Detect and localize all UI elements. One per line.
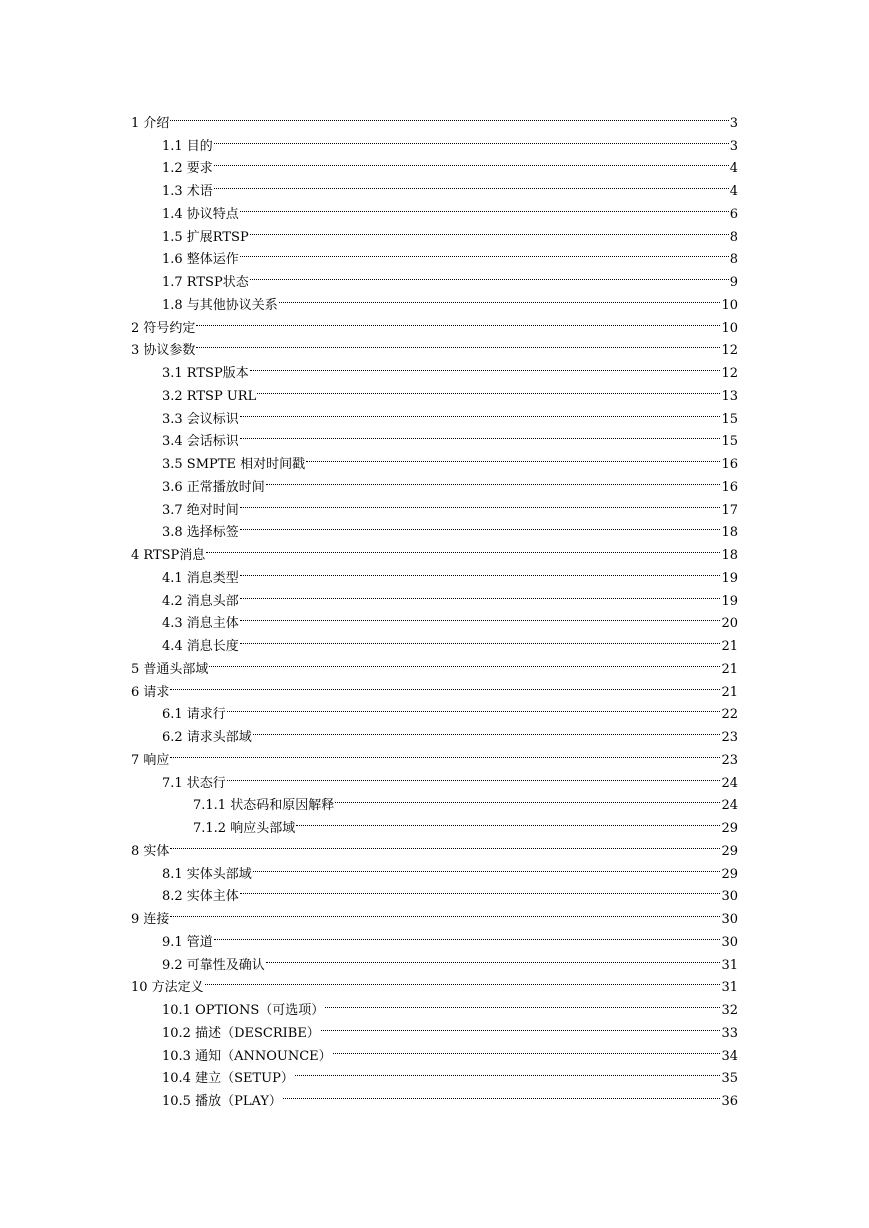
toc-page-number: 16 xyxy=(721,457,738,472)
toc-page-number: 32 xyxy=(721,1003,738,1018)
toc-entry[interactable] xyxy=(131,832,738,859)
toc-leader-dots xyxy=(321,1014,721,1037)
toc-page-number: 19 xyxy=(721,570,738,586)
toc-entry-label: 1.4 协议特点 xyxy=(162,206,239,222)
toc-leader-dots xyxy=(240,582,721,605)
toc-leader-dots xyxy=(196,309,720,332)
toc-entry-label: 8.2 实体主体 xyxy=(162,889,239,905)
toc-leader-dots xyxy=(170,832,720,855)
toc-leader-dots xyxy=(283,1082,721,1105)
toc-page-number: 4 xyxy=(729,184,738,199)
toc-entry-label: 3 协议参数 xyxy=(131,343,196,359)
toc-leader-dots xyxy=(170,673,720,696)
toc-leader-dots xyxy=(214,923,721,946)
toc-entry[interactable] xyxy=(131,991,738,1018)
toc-entry-label: 3.6 正常播放时间 xyxy=(162,479,265,495)
toc-page-number: 20 xyxy=(721,616,738,632)
toc-page-number: 19 xyxy=(721,593,738,609)
toc-leader-dots xyxy=(240,241,729,264)
toc-page-number: 16 xyxy=(721,479,738,495)
toc-entry-label: 10.1 OPTIONS（可选项） xyxy=(162,1003,325,1018)
toc-page-number: 3 xyxy=(729,138,738,154)
toc-leader-dots xyxy=(205,969,721,992)
toc-entry-label: 1.3 术语 xyxy=(162,184,213,199)
toc-page-number: 31 xyxy=(721,957,738,973)
toc-entry[interactable] xyxy=(131,195,738,222)
toc-page-number: 22 xyxy=(721,707,738,723)
toc-leader-dots xyxy=(279,286,721,309)
toc-page-number: 35 xyxy=(721,1071,738,1087)
toc-entry-label: 3.2 RTSP URL xyxy=(162,388,257,404)
toc-page-number: 30 xyxy=(721,934,738,950)
toc-page-number: 10 xyxy=(721,297,738,313)
toc-leader-dots xyxy=(266,946,721,969)
toc-page-number: 3 xyxy=(729,115,738,131)
toc-entry-label: 10.4 建立（SETUP） xyxy=(162,1071,294,1087)
toc-entry-label: 3.4 会话标识 xyxy=(162,434,239,450)
toc-page-number: 36 xyxy=(721,1094,738,1109)
toc-leader-dots xyxy=(250,218,729,241)
toc-entry-label: 9 连接 xyxy=(131,912,170,927)
toc-entry-label: 3.5 SMPTE 相对时间戳 xyxy=(162,457,306,472)
toc-leader-dots xyxy=(240,559,721,582)
toc-entry-label: 7 响应 xyxy=(131,752,170,768)
toc-leader-dots xyxy=(295,1060,721,1083)
toc-entry-label: 4 RTSP消息 xyxy=(131,548,206,563)
toc-leader-dots xyxy=(296,809,720,832)
toc-entry-label: 1.1 目的 xyxy=(162,138,213,154)
toc-entry-label: 1.6 整体运作 xyxy=(162,252,239,268)
toc-page-number: 12 xyxy=(721,343,738,359)
toc-entry-label: 6 请求 xyxy=(131,684,170,700)
toc-leader-dots xyxy=(240,627,721,650)
toc-entry[interactable] xyxy=(131,127,738,154)
toc-entry-label: 4.3 消息主体 xyxy=(162,616,239,632)
toc-entry[interactable] xyxy=(131,536,738,563)
toc-page-number: 4 xyxy=(729,161,738,177)
toc-entry[interactable] xyxy=(131,900,738,927)
toc-leader-dots xyxy=(240,878,721,901)
toc-entry-label: 6.1 请求行 xyxy=(162,707,226,723)
toc-entry-label: 7.1.1 状态码和原因解释 xyxy=(193,798,335,814)
toc-page-number: 9 xyxy=(729,275,738,290)
toc-entry[interactable] xyxy=(131,923,738,950)
toc-leader-dots xyxy=(266,468,721,491)
toc-entry-label: 4.2 消息头部 xyxy=(162,593,239,609)
toc-entry-label: 8.1 实体头部域 xyxy=(162,866,252,882)
toc-leader-dots xyxy=(240,423,721,446)
toc-entry-label: 10.5 播放（PLAY） xyxy=(162,1094,282,1109)
toc-entry-label: 3.8 选择标签 xyxy=(162,525,239,541)
toc-entry-label: 4.4 消息长度 xyxy=(162,639,239,654)
toc-entry-label: 1.8 与其他协议关系 xyxy=(162,297,278,313)
toc-entry-label: 6.2 请求头部域 xyxy=(162,730,252,745)
toc-leader-dots xyxy=(206,536,720,559)
toc-entry[interactable] xyxy=(131,946,738,973)
table-of-contents xyxy=(131,104,738,1109)
toc-page-number: 15 xyxy=(721,434,738,450)
toc-page-number: 23 xyxy=(721,730,738,745)
toc-entry[interactable] xyxy=(131,332,738,359)
toc-entry-label: 7.1.2 响应头部域 xyxy=(193,821,296,836)
toc-leader-dots xyxy=(240,514,721,537)
toc-entry-label: 1.2 要求 xyxy=(162,161,213,177)
toc-page-number: 15 xyxy=(721,411,738,427)
toc-entry-label: 3.7 绝对时间 xyxy=(162,502,239,518)
toc-entry[interactable] xyxy=(131,969,738,996)
toc-entry-label: 5 普通头部域 xyxy=(131,661,209,677)
toc-entry[interactable] xyxy=(131,150,738,177)
toc-entry-label: 8 实体 xyxy=(131,843,170,859)
toc-entry[interactable] xyxy=(131,696,738,723)
toc-entry-label: 4.1 消息类型 xyxy=(162,570,239,586)
toc-page-number: 30 xyxy=(721,912,738,927)
toc-entry[interactable] xyxy=(131,559,738,586)
toc-page-number: 33 xyxy=(721,1025,738,1041)
toc-leader-dots xyxy=(257,377,720,400)
toc-leader-dots xyxy=(335,787,720,810)
toc-page-number: 29 xyxy=(721,866,738,882)
toc-page-number: 29 xyxy=(721,843,738,859)
toc-leader-dots xyxy=(209,650,720,673)
toc-entry[interactable] xyxy=(131,172,738,199)
toc-page-number: 21 xyxy=(721,661,738,677)
toc-entry[interactable] xyxy=(131,741,738,768)
toc-entry[interactable] xyxy=(131,104,738,131)
toc-leader-dots xyxy=(325,991,720,1014)
toc-entry-label: 10 方法定义 xyxy=(131,980,204,996)
toc-leader-dots xyxy=(240,491,721,514)
toc-entry-label: 9.2 可靠性及确认 xyxy=(162,957,265,973)
toc-entry[interactable] xyxy=(131,855,738,882)
toc-leader-dots xyxy=(196,332,720,355)
toc-page-number: 8 xyxy=(729,229,738,245)
toc-page-number: 6 xyxy=(729,206,738,222)
toc-leader-dots xyxy=(250,263,729,286)
toc-leader-dots xyxy=(253,718,721,741)
toc-entry[interactable] xyxy=(131,764,738,791)
toc-leader-dots xyxy=(253,855,721,878)
toc-page-number: 17 xyxy=(721,502,738,518)
toc-entry-label: 1 介绍 xyxy=(131,115,170,131)
toc-leader-dots xyxy=(240,195,729,218)
toc-entry-label: 3.1 RTSP版本 xyxy=(162,366,249,381)
toc-page-number: 18 xyxy=(721,548,738,563)
toc-page-number: 24 xyxy=(721,798,738,814)
toc-page-number: 8 xyxy=(729,252,738,268)
toc-leader-dots xyxy=(214,127,729,150)
toc-leader-dots xyxy=(227,764,721,787)
toc-leader-dots xyxy=(250,354,721,377)
toc-page-number: 23 xyxy=(721,752,738,768)
toc-leader-dots xyxy=(170,900,720,923)
toc-entry-label: 7.1 状态行 xyxy=(162,775,226,791)
toc-entry-label: 3.3 会议标识 xyxy=(162,411,239,427)
toc-entry-label: 2 符号约定 xyxy=(131,320,196,336)
toc-page-number: 21 xyxy=(721,684,738,700)
toc-page-number: 24 xyxy=(721,775,738,791)
toc-leader-dots xyxy=(227,696,721,719)
toc-page-number: 10 xyxy=(721,320,738,336)
toc-entry-label: 1.5 扩展RTSP xyxy=(162,229,249,245)
toc-page-number: 34 xyxy=(721,1048,738,1064)
toc-page-number: 29 xyxy=(721,821,738,836)
toc-leader-dots xyxy=(214,172,729,195)
toc-entry-label: 10.3 通知（ANNOUNCE） xyxy=(162,1048,332,1064)
toc-leader-dots xyxy=(240,605,721,628)
toc-entry-label: 9.1 管道 xyxy=(162,934,213,950)
toc-entry[interactable] xyxy=(131,673,738,700)
toc-leader-dots xyxy=(170,741,720,764)
toc-entry[interactable] xyxy=(131,309,738,336)
toc-entry-label: 1.7 RTSP状态 xyxy=(162,275,249,290)
toc-leader-dots xyxy=(333,1037,721,1060)
toc-page-number: 21 xyxy=(721,639,738,654)
toc-page-number: 30 xyxy=(721,889,738,905)
toc-leader-dots xyxy=(240,400,721,423)
toc-page-number: 18 xyxy=(721,525,738,541)
toc-entry[interactable] xyxy=(131,354,738,381)
toc-leader-dots xyxy=(170,104,728,127)
toc-leader-dots xyxy=(306,445,720,468)
toc-entry-label: 10.2 描述（DESCRIBE） xyxy=(162,1025,320,1041)
toc-page-number: 13 xyxy=(721,388,738,404)
toc-entry[interactable] xyxy=(131,650,738,677)
toc-page-number: 12 xyxy=(721,366,738,381)
toc-page-number: 31 xyxy=(721,980,738,996)
toc-leader-dots xyxy=(214,150,729,173)
